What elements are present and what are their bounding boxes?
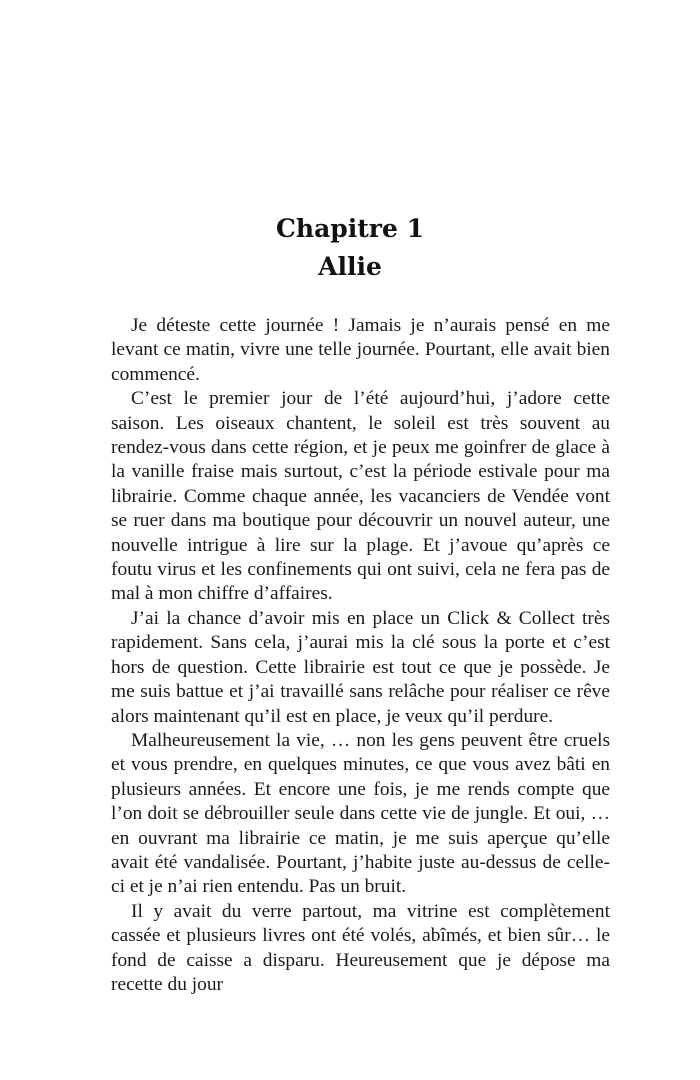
paragraph: J’ai la chance d’avoir mis en place un Click & Collect très rapidement. Sans cela, j’aurai mis la clé sous la porte et c’est hors de question. Cette librairie est tout ce que je possède. Je me suis battue et j’ai travaillé sans relâche pour réaliser ce rêve alors maintenant qu’il est en place, je veux qu’il perdure. xyxy=(111,607,610,727)
paragraph: Il y avait du verre partout, ma vitrine est complètement cassée et plusieurs livres ont été volés, abîmés, et bien sûr… le fond de caisse a disparu. Heureusement que je dépose ma recette du jour xyxy=(111,900,610,995)
chapter-heading xyxy=(0,210,700,286)
chapter-number: Chapitre 1 xyxy=(276,214,424,243)
chapter-title: Allie xyxy=(318,252,382,281)
chapter-body xyxy=(111,314,610,997)
paragraph: Je déteste cette journée ! Jamais je n’aurais pensé en me levant ce matin, vivre une telle journée. Pourtant, elle avait bien commencé. xyxy=(111,315,610,385)
paragraph: Malheureusement la vie, … non les gens peuvent être cruels et vous prendre, en quelques minutes, ce que vous avez bâti en plusieurs années. Et encore une fois, je me rends compte que l’on doit se débrouiller seule dans cette vie de jungle. Et oui, … en ouvrant ma librairie ce matin, je me suis aperçue qu’elle avait été vandalisée. Pourtant, j’habite juste au-dessus de celle-ci et je n’ai rien entendu. Pas un bruit. xyxy=(111,729,610,898)
paragraph: C’est le premier jour de l’été aujourd’hui, j’adore cette saison. Les oiseaux chantent, le soleil est très souvent au rendez-vous dans cette région, et je peux me goinfrer de glace à la vanille fraise mais surtout, c’est la période estivale pour ma librairie. Comme chaque année, les vacanciers de Vendée vont se ruer dans ma boutique pour découvrir un nouvel auteur, une nouvelle intrigue à lire sur la plage. Et j’avoue qu’après ce foutu virus et les confinements qui ont suivi, cela ne fera pas de mal à mon chiffre d’affaires. xyxy=(111,388,610,605)
